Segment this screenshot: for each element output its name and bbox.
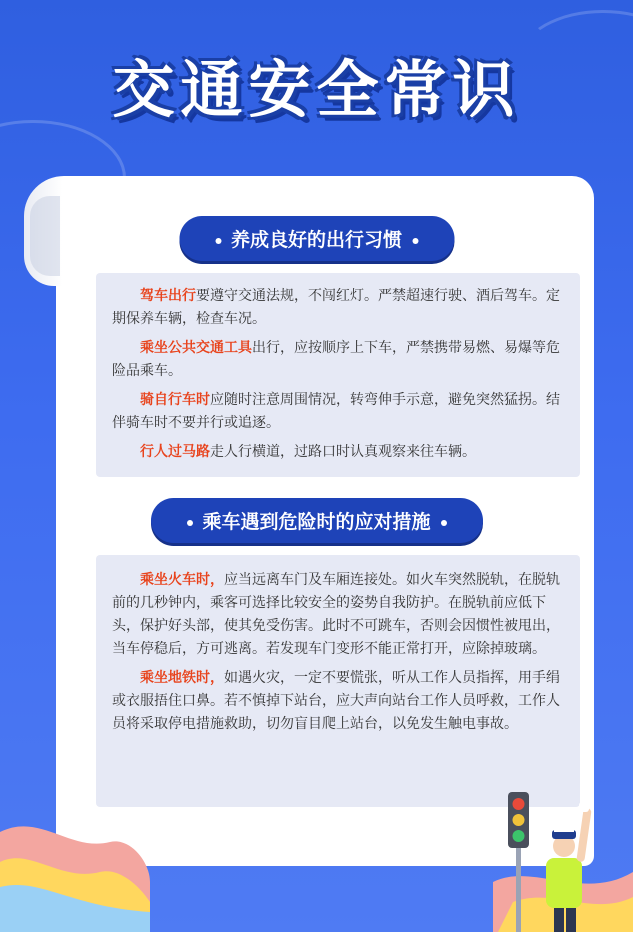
page-title: 交通安全常识: [112, 53, 521, 126]
item-text: 应随时注意周围情况，转弯伸手示意，避免突然猛拐。结伴骑车时不要并行或追逐。: [112, 392, 560, 431]
item-text: 走人行横道，过路口时认真观察来往车辆。: [210, 444, 476, 460]
bullet-dot-icon: [441, 520, 447, 526]
scroll-curl-shadow: [30, 196, 60, 276]
wave-decoration: [0, 792, 150, 932]
section2-box: [96, 555, 580, 807]
traffic-scene: [498, 788, 618, 932]
list-item: [112, 389, 564, 435]
list-item: [112, 569, 564, 661]
bullet-dot-icon: [186, 520, 192, 526]
list-item: [112, 337, 564, 383]
list-item: [112, 441, 564, 464]
bullet-dot-icon: [412, 238, 418, 244]
highlight-text: 乘坐火车时，: [140, 572, 224, 588]
bullet-dot-icon: [215, 238, 221, 244]
section1-heading: [179, 216, 454, 261]
list-item: [112, 667, 564, 736]
item-text: 如遇火灾，一定不要慌张，听从工作人员指挥，用手绢或衣服捂住口鼻。若不慎掉下站台，应大声向站台工作人员呼救，工作人员将采取停电措施救助，切勿盲目爬上站台，以免发生触电事故。: [112, 670, 560, 732]
highlight-text: 驾车出行: [140, 288, 196, 304]
item-text: 出行，应按顺序上下车，严禁携带易燃、易爆等危险品乘车。: [112, 340, 560, 379]
highlight-text: 骑自行车时: [140, 392, 210, 408]
section2-heading-text: 乘车遇到危险时的应对措施: [202, 511, 431, 533]
traffic-light-icon: [508, 792, 529, 932]
item-text: 要遵守交通法规，不闯红灯。严禁超速行驶、酒后驾车。定期保养车辆，检查车况。: [112, 288, 560, 327]
list-item: [112, 285, 564, 331]
highlight-text: 乘坐地铁时，: [140, 670, 224, 686]
highlight-text: 行人过马路: [140, 444, 210, 460]
section1-box: [96, 273, 580, 477]
item-text: 应当远离车门及车厢连接处。如火车突然脱轨，在脱轨前的几秒钟内，乘客可选择比较安全的姿势自我防护。在脱轨前应低下头，保护好头部，使其免受伤害。此时不可跳车，否则会因惯性被甩出，当车停稳后，方可逃离。若发现车门变形不能正常打开，应除掉玻璃。: [112, 572, 560, 657]
section2-heading: [150, 498, 482, 543]
highlight-text: 乘坐公共交通工具: [140, 340, 252, 356]
traffic-police-icon: [546, 802, 592, 932]
section1-heading-text: 养成良好的出行习惯: [230, 229, 403, 251]
